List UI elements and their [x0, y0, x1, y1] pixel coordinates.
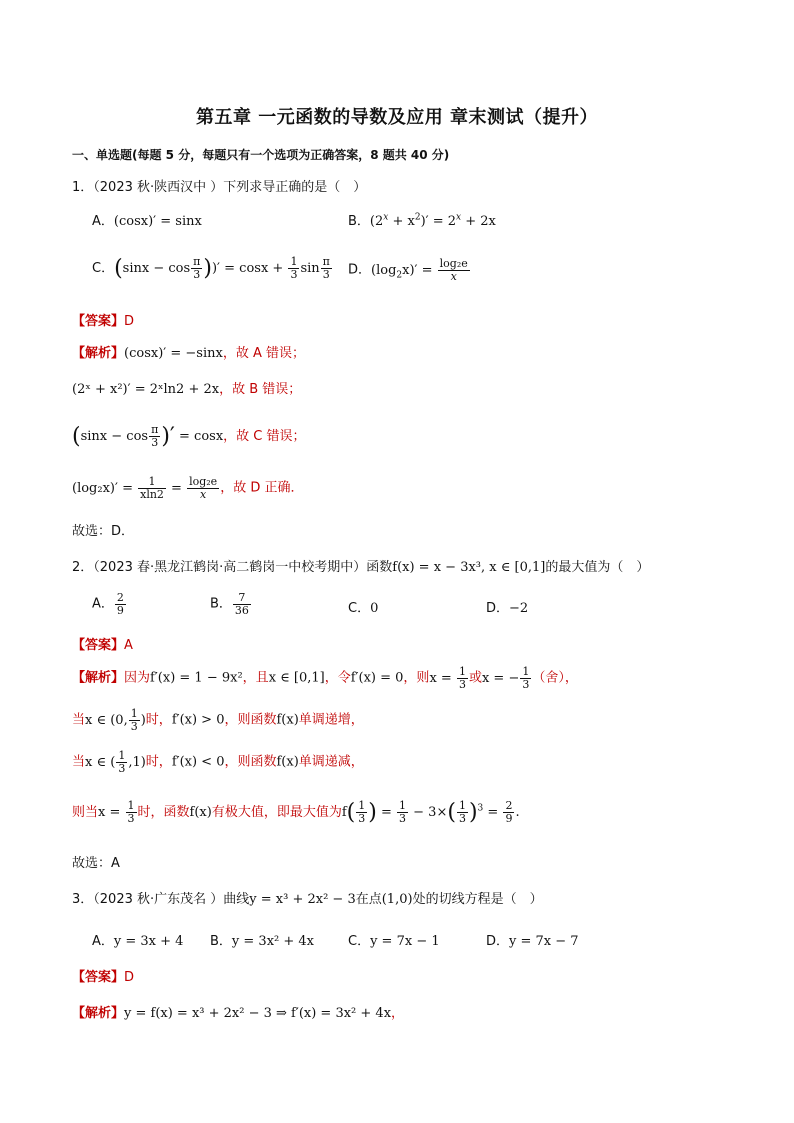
q1-answer: [72, 310, 134, 329]
q2-option-b: B． $\frac{7}{36}$: [210, 591, 249, 617]
q1-option-b-math: $(2^x + x^2)' = 2^x + 2x$: [369, 212, 496, 229]
q2-explanation-line-1: 【解析】因为f′(x) = 1 − 9x²，且x ∈ [0,1]，令f′(x) = 0，则x = $\frac{1}{3}$ 或x = − $\frac{1}{3}$ （舍），: [72, 665, 578, 691]
q1-option-c-math: (sinx − cos $\frac{\pi}{3}$ ))′ = cosx + $\frac{1}{3}$ sin $\frac{\pi}{3}$: [114, 255, 330, 281]
q1-explanation-tag: 【解析】: [72, 346, 125, 361]
q3-explanation-line-1: 【解析】y = f(x) = x³ + 2x² − 3 ⇒ f′(x) = 3x² + 4x，: [72, 1006, 405, 1021]
q1-option-c: [92, 256, 333, 281]
q3-stem: 3．（2023 秋·广东茂名 ）曲线y = x³ + 2x² − 3在点(1,0)处的切线方程是（ ）: [72, 892, 543, 907]
q2-option-d: D．−2: [486, 601, 529, 616]
q3-option-d: D．y = 7x − 7: [486, 934, 579, 949]
q2-explanation-line-4: 则当x = $\frac{1}{3}$ 时，函数f(x)有极大值，即最大值为f( $\frac{1}{3}$ ) = $\frac{1}{3}$ − 3×( $\frac{1}{3}$ )$^3$ = $\frac{2}{9}$ .: [72, 799, 520, 825]
q2-choose: 故选：A: [72, 856, 120, 871]
q2-option-c: C．0: [348, 601, 379, 616]
q1-explanation-line-2: (2ˣ + x²)′ = 2ˣln2 + 2x，故 B 错误；: [72, 382, 302, 397]
section-heading: 一、单选题(每题 5 分，每题只有一个选项为正确答案，8 题共 40 分): [72, 148, 450, 162]
q1-explanation-line-4: (log₂x)′ = $\frac{1}{xln2}$ = $\frac{\text{log₂e}}{x}$ ，故 D 正确．: [72, 475, 304, 501]
q1-explanation-line-1: 【解析】(cosx)′ = −sinx，故 A 错误；: [72, 346, 305, 361]
q1-answer-tag: 【答案】: [72, 314, 125, 329]
q3-option-b: B．y = 3x² + 4x: [210, 934, 314, 949]
q1-option-d-label: D．: [348, 262, 372, 278]
q3-option-a: A．y = 3x + 4: [92, 934, 184, 949]
q2-explanation-line-3: 当x ∈ ( $\frac{1}{3}$ ,1)时，f′(x) < 0，则函数f(x)单调递减，: [72, 749, 364, 775]
page-title: 第五章 一元函数的导数及应用 章末测试（提升）: [195, 107, 599, 128]
q1-option-b-label: B．: [348, 214, 370, 229]
q1-stem: 1．（2023 秋·陕西汉中 ）下列求导正确的是（ ）: [72, 180, 367, 195]
q2-stem: 2．（2023 春·黑龙江鹤岗·高二鹤岗一中校考期中）函数f(x) = x − 3x³, x ∈ [0,1]的最大值为（ ）: [72, 560, 650, 575]
q3-option-c: C．y = 7x − 1: [348, 934, 440, 949]
q1-option-a: [92, 210, 202, 229]
q2-option-a: A． $\frac{2}{9}$: [92, 591, 124, 617]
q1-option-b: [348, 210, 496, 229]
q2-answer: 【答案】A: [72, 638, 133, 653]
q1-option-d: [348, 258, 471, 282]
q1-choose: 故选：D．: [72, 524, 135, 539]
q1-option-a-math: (cosx)′ = sinx: [113, 214, 202, 229]
q1-option-a-label: A．: [92, 214, 114, 229]
q1-option-c-label: C．: [92, 261, 115, 276]
q1-answer-value: D: [124, 314, 135, 329]
q3-answer: 【答案】D: [72, 970, 135, 985]
q2-explanation-line-2: 当x ∈ (0, $\frac{1}{3}$ )时，f′(x) > 0，则函数f(x)单调递增，: [72, 707, 364, 733]
q1-option-d-math: $(\log_2x)'$ = $\frac{\text{log₂e}}{x}$: [371, 257, 468, 283]
q1-explanation-line-3: (sinx − cos $\frac{\pi}{3}$ )′ = cosx，故 C 错误；: [72, 423, 306, 449]
